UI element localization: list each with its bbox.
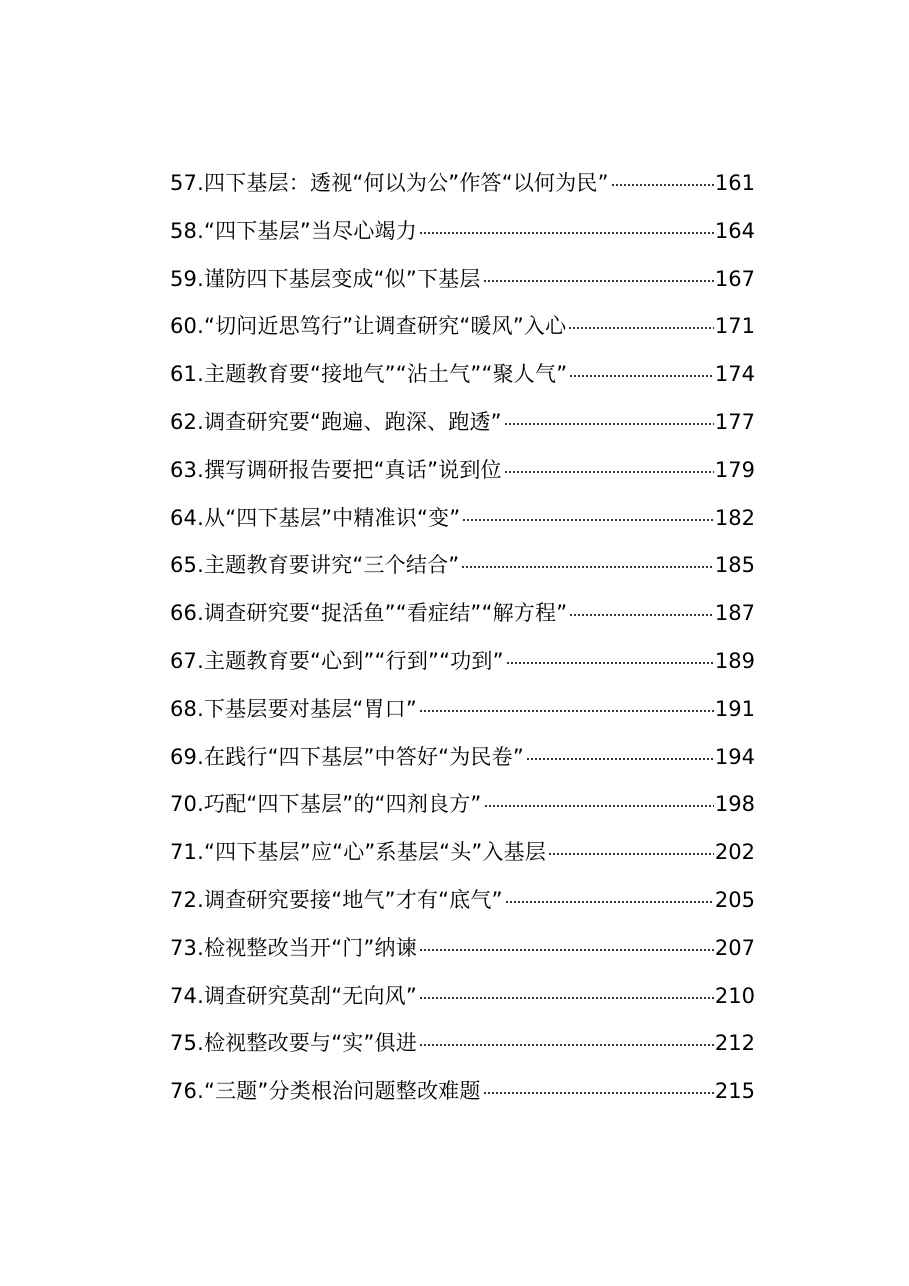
- toc-entry-title: 73.检视整改当开“门”纳谏: [170, 935, 417, 960]
- toc-entry-page-number: 189: [714, 648, 755, 673]
- toc-entry-page-number: 185: [714, 553, 755, 578]
- toc-entry[interactable]: [170, 829, 755, 877]
- toc-entry-page-number: 198: [714, 792, 755, 817]
- toc-entry-title: 67.主题教育要“心到”“行到”“功到”: [170, 648, 504, 673]
- toc-entry[interactable]: [170, 447, 755, 495]
- toc-entry-title: 65.主题教育要讲究“三个结合”: [170, 553, 460, 578]
- toc-entry-title: 72.调查研究要接“地气”才有“底气”: [170, 887, 503, 912]
- toc-entry-page-number: 171: [714, 314, 755, 339]
- toc-entry-title: 69.在践行“四下基层”中答好“为民卷”: [170, 744, 524, 769]
- toc-entry[interactable]: [170, 208, 755, 256]
- toc-entry-page-number: 177: [714, 409, 755, 434]
- toc-entry[interactable]: [170, 495, 755, 543]
- dot-leader: [483, 1091, 714, 1095]
- toc-entry-title: 66.调查研究要“捉活鱼”“看症结”“解方程”: [170, 601, 568, 626]
- toc-entry-title: 64.从“四下基层”中精准识“变”: [170, 505, 461, 530]
- toc-entry-title: 62.调查研究要“跑遍、跑深、跑透”: [170, 409, 502, 434]
- toc-entry-title: 71.“四下基层”应“心”系基层“头”入基层: [170, 840, 547, 865]
- dot-leader: [611, 183, 714, 187]
- dot-leader: [419, 948, 714, 952]
- toc-entry-page-number: 212: [714, 1031, 755, 1056]
- dot-leader: [526, 757, 714, 761]
- toc-entry[interactable]: [170, 160, 755, 208]
- toc-entry[interactable]: [170, 1020, 755, 1068]
- toc-entry-page-number: 191: [714, 696, 755, 721]
- toc-entry-page-number: 187: [714, 601, 755, 626]
- dot-leader: [483, 279, 714, 283]
- toc-entry-title: 75.检视整改要与“实”俱进: [170, 1031, 417, 1056]
- toc-entry-title: 74.调查研究莫刮“无向风”: [170, 983, 417, 1008]
- toc-entry-page-number: 167: [714, 266, 755, 291]
- toc-entry-title: 59.谨防四下基层变成“似”下基层: [170, 266, 481, 291]
- dot-leader: [548, 852, 714, 856]
- toc-entry-page-number: 207: [714, 935, 755, 960]
- toc-entry-title: 61.主题教育要“接地气”“沾土气”“聚人气”: [170, 362, 568, 387]
- toc-entry[interactable]: [170, 877, 755, 925]
- toc-entry[interactable]: [170, 351, 755, 399]
- dot-leader: [419, 1043, 714, 1047]
- dot-leader: [569, 374, 714, 378]
- dot-leader: [568, 326, 714, 330]
- toc-entry-page-number: 194: [714, 744, 755, 769]
- toc-entry-title: 63.撰写调研报告要把“真话”说到位: [170, 457, 502, 482]
- toc-entry-page-number: 164: [714, 218, 755, 243]
- dot-leader: [419, 996, 714, 1000]
- toc-entry[interactable]: [170, 686, 755, 734]
- toc-entry-page-number: 179: [714, 457, 755, 482]
- toc-entry[interactable]: [170, 1068, 755, 1116]
- toc-entry[interactable]: [170, 590, 755, 638]
- toc-entry[interactable]: [170, 399, 755, 447]
- toc-entry[interactable]: [170, 303, 755, 351]
- dot-leader: [505, 900, 714, 904]
- dot-leader: [504, 470, 714, 474]
- dot-leader: [419, 709, 714, 713]
- toc-entry-title: 57.四下基层：透视“何以为公”作答“以何为民”: [170, 171, 609, 195]
- toc-entry-page-number: 161: [714, 171, 755, 195]
- toc-entry-title: 60.“切问近思笃行”让调查研究“暖风”入心: [170, 314, 567, 339]
- toc-entry-title: 58.“四下基层”当尽心竭力: [170, 218, 417, 243]
- toc-entry-page-number: 174: [714, 362, 755, 387]
- dot-leader: [506, 661, 714, 665]
- toc-entry-page-number: 205: [714, 887, 755, 912]
- toc-entry[interactable]: [170, 781, 755, 829]
- toc-entry-page-number: 182: [714, 505, 755, 530]
- toc-entry[interactable]: [170, 734, 755, 782]
- toc-entry[interactable]: [170, 925, 755, 973]
- table-of-contents: [170, 160, 755, 1116]
- toc-entry[interactable]: [170, 256, 755, 304]
- toc-entry-title: 68.下基层要对基层“胃口”: [170, 696, 417, 721]
- dot-leader: [569, 613, 714, 617]
- toc-entry-title: 70.巧配“四下基层”的“四剂良方”: [170, 792, 482, 817]
- dot-leader: [504, 422, 714, 426]
- toc-entry-title: 76.“三题”分类根治问题整改难题: [170, 1079, 481, 1104]
- dot-leader: [419, 231, 714, 235]
- toc-entry-page-number: 202: [714, 840, 755, 865]
- toc-entry[interactable]: [170, 973, 755, 1021]
- toc-entry-page-number: 210: [714, 983, 755, 1008]
- toc-entry-page-number: 215: [714, 1079, 755, 1104]
- toc-entry[interactable]: [170, 542, 755, 590]
- dot-leader: [484, 804, 714, 808]
- dot-leader: [462, 518, 714, 522]
- dot-leader: [461, 565, 714, 569]
- toc-entry[interactable]: [170, 638, 755, 686]
